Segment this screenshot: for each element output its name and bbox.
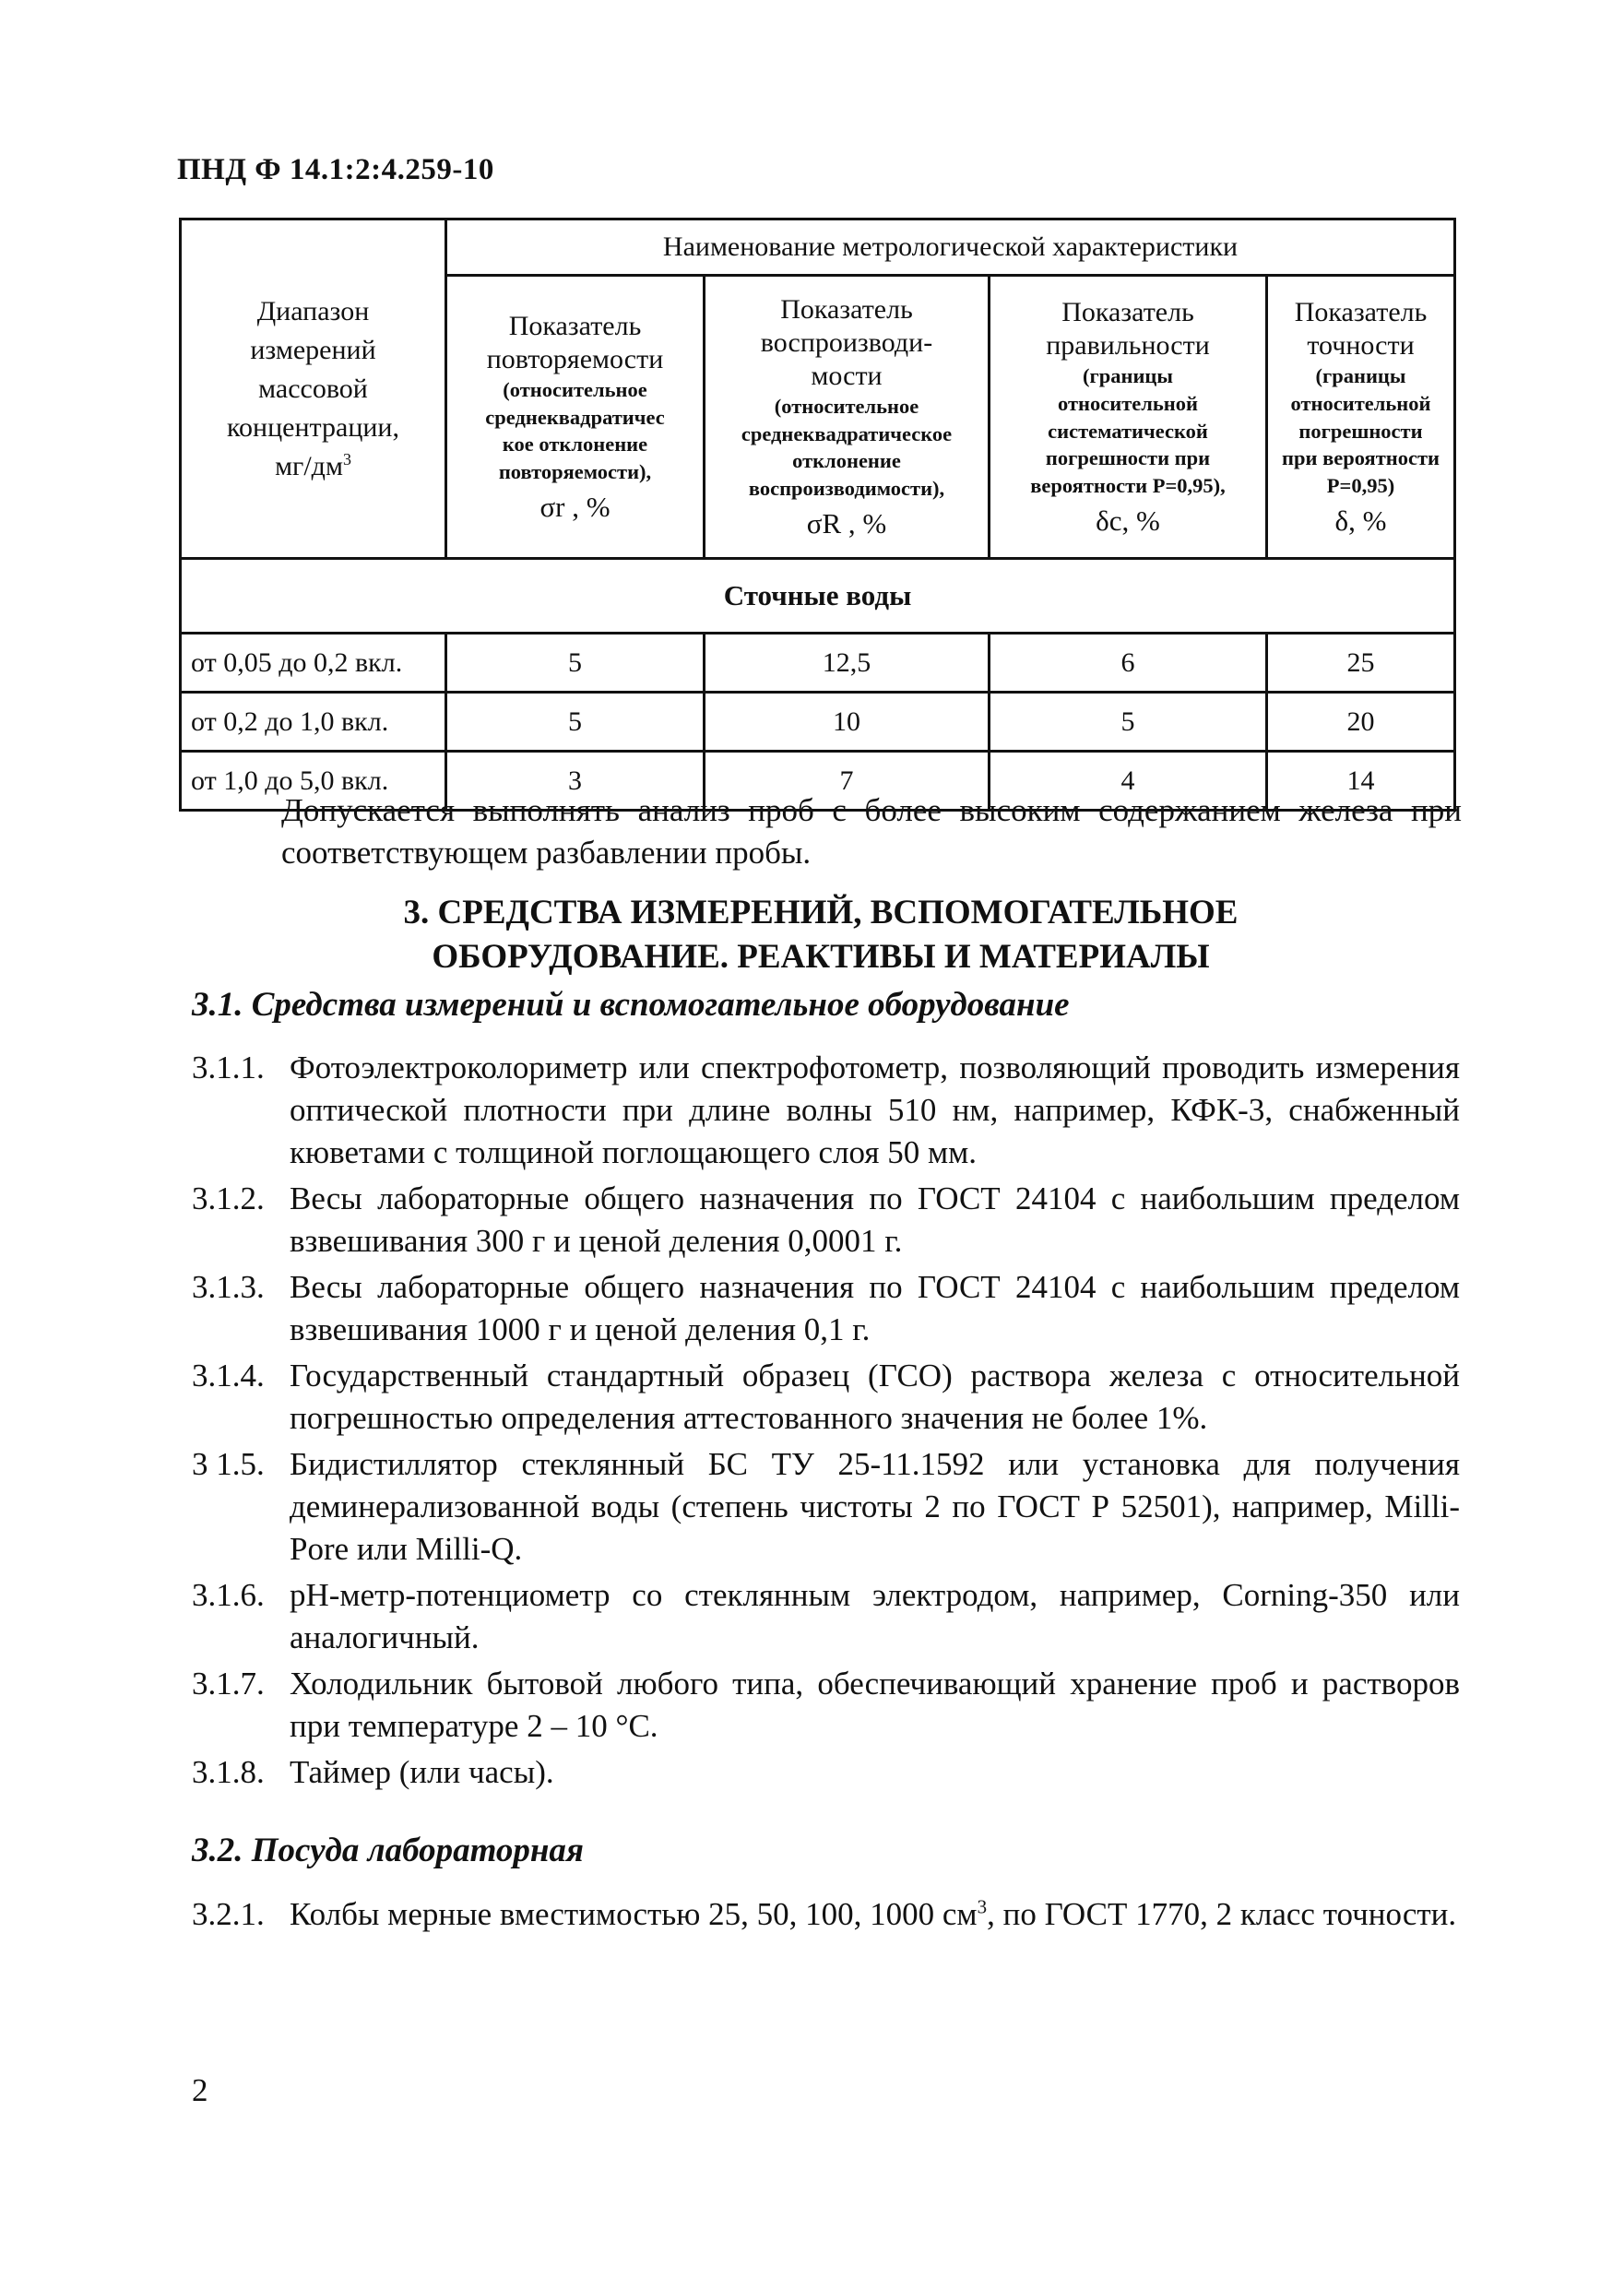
range-header-unit: мг/дм (275, 450, 343, 481)
column-note-line: относительной (1058, 391, 1198, 415)
unit-superscript: 3 (977, 1895, 988, 1918)
item-text: Колбы мерные вместимостью 25, 50, 100, 1000 см (290, 1896, 978, 1932)
column-symbol: δc, % (1096, 504, 1160, 537)
range-cell: от 0,05 до 0,2 вкл. (181, 634, 446, 693)
column-symbol: σr , % (539, 490, 610, 523)
column-title-line: Показатель (780, 294, 913, 326)
item-text: Фотоэлектроколориметр или спектрофотометр, позволяющий проводить измерения оптической плотности при длине волны 510 нм, например, КФК-3, снабженный кюветами с толщиной поглощающего слоя 50 мм. (290, 1050, 1460, 1170)
column-title-line: воспроизводи- (760, 327, 933, 359)
column-title-line: Показатель (1061, 297, 1194, 328)
item-text: pH-метр-потенциометр со стеклянным электродом, например, Corning-350 или аналогичный. (290, 1577, 1460, 1655)
column-note-line: среднеквадратичес (485, 405, 665, 429)
value-cell: 12,5 (705, 634, 990, 693)
column-note-line: погрешности (1298, 419, 1423, 443)
range-cell: от 0,2 до 1,0 вкл. (181, 693, 446, 752)
table-row (181, 693, 1455, 752)
list-item (192, 1663, 1460, 1748)
section-title-line: ОБОРУДОВАНИЕ. РЕАКТИВЫ И МАТЕРИАЛЫ (432, 938, 1210, 976)
column-title-line: мости (811, 361, 883, 392)
column-note-line: (относительное (774, 395, 919, 419)
value-cell: 25 (1267, 634, 1455, 693)
list-item (192, 1266, 1460, 1351)
range-header-line: массовой (258, 373, 368, 404)
column-note-line: кое отклонение (502, 433, 648, 457)
column-title-line: правильности (1046, 330, 1210, 362)
range-header-cell (181, 219, 446, 559)
glassware-list (192, 1893, 1460, 1939)
list-item (192, 1893, 1460, 1936)
list-item (192, 1178, 1460, 1263)
item-text: , по ГОСТ 1770, 2 класс точности. (987, 1896, 1457, 1932)
column-symbol: σR , % (806, 506, 887, 540)
list-item (192, 1443, 1460, 1571)
column-note-line: отклонение (792, 449, 901, 473)
item-number: 3.1.8. (192, 1754, 265, 1790)
note-text: Допускается выполнять анализ проб с более высоким содержанием железа при соответствующем разбавлении пробы. (281, 792, 1462, 871)
item-number: 3.2.1. (192, 1896, 265, 1932)
item-number: 3.1.3. (192, 1269, 265, 1305)
column-note-line: систематической (1048, 419, 1208, 443)
column-note-line: вероятности Р=0,95), (1030, 473, 1226, 497)
section-title-line: 3. СРЕДСТВА ИЗМЕРЕНИЙ, ВСПОМОГАТЕЛЬНОЕ (403, 894, 1239, 931)
item-text: Таймер (или часы). (290, 1754, 554, 1790)
list-item (192, 1751, 1460, 1794)
value-cell: 10 (705, 693, 990, 752)
subsection-3-1-title: 3.1. Средства измерений и вспомогательное оборудование (192, 986, 1070, 1024)
value-cell: 14 (1267, 752, 1455, 811)
column-note-line: среднеквадратическое (741, 421, 953, 445)
table-section-label: Сточные воды (181, 559, 1455, 634)
range-cell: от 1,0 до 5,0 вкл. (181, 752, 446, 811)
value-cell: 20 (1267, 693, 1455, 752)
column-note-line: погрешности при (1045, 446, 1211, 470)
range-header-line: концентрации, (227, 411, 399, 443)
subsection-3-2-title: 3.2. Посуда лабораторная (192, 1832, 584, 1869)
equipment-list (192, 1047, 1460, 1797)
item-number: 3.1.7. (192, 1666, 265, 1702)
column-header-reproducibility (705, 276, 990, 559)
item-text: Государственный стандартный образец (ГСО) раствора железа с относительной погрешностью определения аттестованного значения не более 1%. (290, 1358, 1460, 1436)
section-3-title (184, 891, 1457, 979)
column-title-line: Показатель (508, 311, 642, 342)
item-number: 3.1.1. (192, 1050, 265, 1085)
column-header-repeatability (446, 276, 705, 559)
item-number: 3.1.4. (192, 1358, 265, 1393)
item-text: Весы лабораторные общего назначения по ГОСТ 24104 с наибольшим пределом взвешивания 300 г и ценой деления 0,0001 г. (290, 1180, 1460, 1259)
unit-superscript: 3 (342, 449, 351, 468)
column-note-line: при вероятности (1282, 446, 1440, 470)
column-note-line: (границы (1083, 364, 1173, 388)
value-cell: 5 (446, 634, 705, 693)
column-note-line: Р=0,95) (1326, 473, 1395, 497)
group-header: Наименование метрологической характеристики (446, 219, 1455, 276)
item-text: Бидистиллятор стеклянный БС ТУ 25-11.1592 или установка для получения деминерализованной воды (степень чистоты 2 по ГОСТ Р 52501), например, Milli-Pore или Milli-Q. (290, 1446, 1460, 1567)
item-text: Холодильник бытовой любого типа, обеспечивающий хранение проб и растворов при температуре 2 – 10 °С. (290, 1666, 1460, 1744)
value-cell: 3 (446, 752, 705, 811)
column-note-line: повторяемости), (498, 460, 652, 484)
column-note-line: воспроизводимости), (748, 477, 945, 501)
range-header-line: Диапазон (256, 295, 370, 326)
item-number: 3 1.5. (192, 1446, 265, 1482)
value-cell: 5 (446, 693, 705, 752)
list-item (192, 1355, 1460, 1440)
document-code: ПНД Ф 14.1:2:4.259-10 (177, 153, 494, 186)
list-item (192, 1574, 1460, 1659)
column-symbol: δ, % (1334, 504, 1387, 537)
column-title-line: Показатель (1294, 297, 1428, 328)
value-cell: 7 (705, 752, 990, 811)
column-header-trueness (990, 276, 1267, 559)
value-cell: 6 (990, 634, 1267, 693)
note-paragraph (189, 789, 1462, 874)
range-header-line: измерений (250, 334, 376, 365)
list-item (192, 1047, 1460, 1174)
metrology-table (179, 218, 1456, 812)
column-note-line: (относительное (503, 378, 647, 402)
item-text: Весы лабораторные общего назначения по ГОСТ 24104 с наибольшим пределом взвешивания 1000 г и ценой деления 0,1 г. (290, 1269, 1460, 1347)
item-number: 3.1.6. (192, 1577, 265, 1613)
table-row (181, 634, 1455, 693)
column-note-line: (границы (1315, 364, 1406, 388)
value-cell: 4 (990, 752, 1267, 811)
page-number: 2 (192, 2072, 208, 2108)
column-note-line: относительной (1290, 391, 1431, 415)
column-title-line: повторяемости (486, 344, 664, 375)
value-cell: 5 (990, 693, 1267, 752)
item-number: 3.1.2. (192, 1180, 265, 1216)
column-header-accuracy (1267, 276, 1455, 559)
column-title-line: точности (1307, 330, 1415, 362)
